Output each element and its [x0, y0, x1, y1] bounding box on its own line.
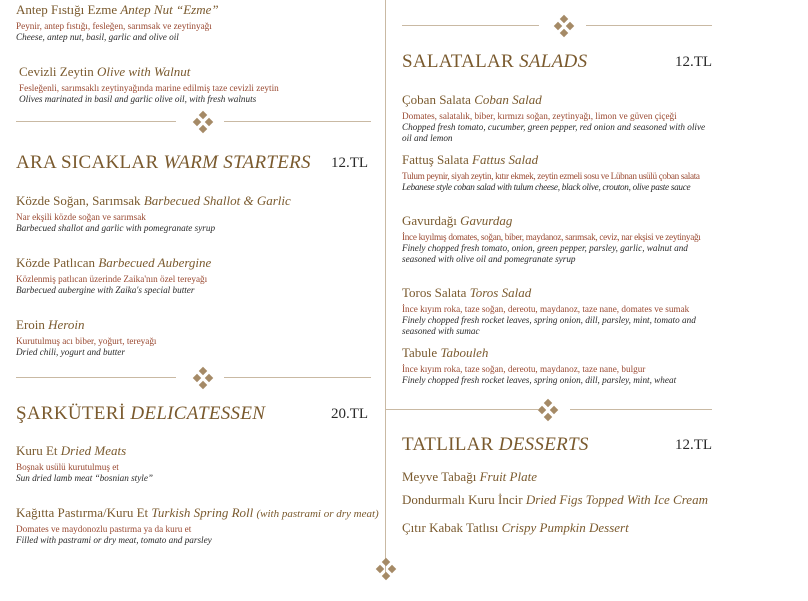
item-desc-tr: İnce kıyılmış domates, soğan, biber, maydanoz, sarımsak, ceviz, nar ekşisi ve zeytinyağı	[402, 232, 701, 242]
item-desc-tr: Domates ve maydonozlu pastırma ya da kuru et	[16, 524, 192, 534]
item-desc-tr: Peynir, antep fıstığı, fesleğen, sarımsak ve zeytinyağı	[16, 21, 212, 31]
item-desc-en: Finely chopped fresh tomato, onion, green pepper, parsley, garlic, walnut and seasoned with olive oil and pomegranate syrup	[402, 243, 688, 264]
item-desc-en: Finely chopped fresh rocket leaves, spring onion, dill, parsley, mint, tomato and seasoned with sumac	[402, 315, 696, 336]
section-title-delicatessen: ŞARKÜTERİ DELICATESSEN	[16, 403, 266, 424]
diamond-ornament-icon	[375, 558, 397, 580]
diamond-ornament-icon	[537, 399, 559, 421]
center-divider	[385, 0, 386, 575]
item-name: Közde Soğan, Sarımsak Barbecued Shallot & Garlic	[16, 193, 291, 208]
menu-item-aubergine	[16, 255, 376, 296]
item-desc-en: Olives marinated in basil and garlic olive oil, with fresh walnuts	[19, 94, 257, 104]
item-name: Közde Patlıcan Barbecued Aubergine	[16, 255, 212, 270]
item-desc-en: Dried chili, yogurt and butter	[16, 347, 125, 357]
item-name: Tabule Tabouleh	[402, 345, 489, 360]
item-desc-tr: Boşnak usülü kurutulmuş et	[16, 462, 119, 472]
diamond-ornament-icon	[192, 367, 214, 389]
menu-item-fattus-salad	[402, 152, 717, 193]
menu-item-coban-salad	[402, 92, 717, 144]
menu-item-gavurdag	[402, 213, 720, 265]
diamond-ornament-icon	[553, 15, 575, 37]
item-desc-tr: Fesleğenli, sarımsaklı zeytinyağında marine edilmiş taze cevizli zeytin	[19, 83, 279, 93]
item-desc-en: Chopped fresh tomato, cucumber, green pepper, red onion and seasoned with olive oil and lemon	[402, 122, 706, 143]
item-name: Gavurdağı Gavurdag	[402, 213, 513, 228]
item-name: Antep Fıstığı Ezme Antep Nut “Ezme”	[16, 2, 219, 17]
section-divider	[16, 113, 371, 131]
section-divider	[386, 401, 712, 419]
menu-item-spring-roll	[16, 505, 381, 546]
section-price-warm-starters: 12.TL	[331, 155, 369, 171]
diamond-ornament-icon	[192, 111, 214, 133]
item-name: Fattuş Salata Fattus Salad	[402, 152, 539, 167]
item-desc-tr: Nar ekşili közde soğan ve sarımsak	[16, 212, 146, 222]
item-desc-en: Barbecued aubergine with Zaika's special butter	[16, 285, 195, 295]
item-desc-en: Barbecued shallot and garlic with pomegranate syrup	[16, 223, 216, 233]
item-name: Kuru Et Dried Meats	[16, 443, 127, 458]
menu-item-tabouleh	[402, 345, 720, 386]
menu-item-dried-meats	[16, 443, 376, 484]
item-name: Eroin Heroin	[16, 317, 85, 332]
menu-item-shallot-garlic	[16, 193, 376, 234]
item-name: Cevizli Zeytin Olive with Walnut	[19, 64, 191, 79]
item-desc-tr: Kurutulmuş acı biber, yoğurt, tereyağı	[16, 336, 157, 346]
menu-item-dried-figs: Dondurmalı Kuru İncir Dried Figs Topped With Ice Cream	[402, 492, 708, 507]
item-name: Çoban Salata Coban Salad	[402, 92, 542, 107]
section-price-desserts: 12.TL	[675, 437, 713, 453]
menu-item-pumpkin-dessert: Çıtır Kabak Tatlısı Crispy Pumpkin Dessert	[402, 520, 629, 535]
item-desc-tr: Közlenmiş patlıcan üzerinde Zaika'nın özel tereyağı	[16, 274, 208, 284]
section-title-salads: SALATALAR SALADS	[402, 51, 588, 72]
item-desc-tr: İnce kıyım roka, taze soğan, dereotu, maydanoz, taze nane, bulgur	[402, 364, 646, 374]
item-desc-tr: İnce kıyım roka, taze soğan, dereotu, maydanoz, taze nane, domates ve sumak	[402, 304, 690, 314]
menu-item-fruit-plate: Meyve Tabağı Fruit Plate	[402, 469, 537, 484]
section-price-salads: 12.TL	[675, 54, 713, 70]
item-desc-tr: Tulum peynir, siyah zeytin, kıtır ekmek, zeytin ezmeli sosu ve Lübnan usülü çoban salata	[402, 171, 700, 181]
section-title-warm-starters: ARA SICAKLAR WARM STARTERS	[16, 152, 311, 173]
item-desc-en: Finely chopped fresh rocket leaves, spring onion, dill, parsley, mint, wheat	[402, 375, 677, 385]
item-desc-en: Lebanese style coban salad with tulum cheese, black olive, crouton, olive paste sauce	[402, 182, 691, 192]
item-desc-en: Filled with pastrami or dry meat, tomato and parsley	[16, 535, 212, 545]
menu-item-olive-walnut	[19, 64, 379, 105]
section-divider	[402, 17, 712, 35]
menu-item-antep-nut	[16, 2, 381, 43]
menu-item-heroin	[16, 317, 376, 358]
item-desc-en: Sun dried lamb meat “bosnian style”	[16, 473, 154, 483]
item-desc-en: Cheese, antep nut, basil, garlic and olive oil	[16, 32, 179, 42]
item-name: Kağıtta Pastırma/Kuru Et Turkish Spring Roll (with pastrami or dry meat)	[16, 505, 379, 520]
menu-item-toros-salad	[402, 285, 717, 337]
section-price-delicatessen: 20.TL	[331, 406, 369, 422]
section-title-desserts: TATLILAR DESSERTS	[402, 434, 589, 455]
item-name: Toros Salata Toros Salad	[402, 285, 532, 300]
section-divider	[16, 369, 371, 387]
item-desc-tr: Domates, salatalık, biber, kırmızı soğan, zeytinyağı, limon ve güven çiçeği	[402, 111, 677, 121]
